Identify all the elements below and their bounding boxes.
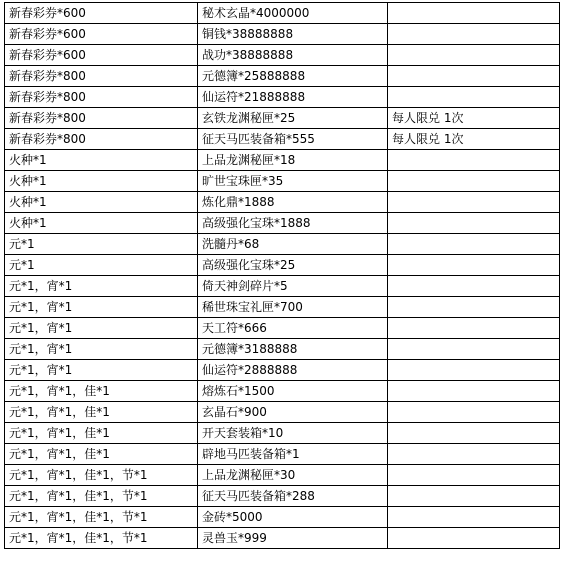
cost-cell: 新春彩券*800: [5, 66, 198, 87]
limit-note-cell: [388, 276, 560, 297]
exchange-table: [4, 2, 560, 549]
cost-cell: 火种*1: [5, 192, 198, 213]
reward-cell: 炼化鼎*1888: [198, 192, 388, 213]
table-row: [5, 360, 560, 381]
limit-note-cell: [388, 3, 560, 24]
reward-cell: 元德簿*3188888: [198, 339, 388, 360]
table-row: [5, 276, 560, 297]
limit-note-cell: [388, 297, 560, 318]
limit-note-cell: [388, 150, 560, 171]
cost-cell: 元*1，宵*1，佳*1，节*1: [5, 528, 198, 549]
cost-cell: 元*1，宵*1，佳*1，节*1: [5, 486, 198, 507]
cost-cell: 元*1，宵*1，佳*1: [5, 444, 198, 465]
cost-cell: 火种*1: [5, 171, 198, 192]
limit-note-cell: 每人限兑 1次: [388, 129, 560, 150]
cost-cell: 火种*1: [5, 213, 198, 234]
limit-note-cell: [388, 423, 560, 444]
exchange-table-body: [5, 3, 560, 549]
table-row: [5, 339, 560, 360]
limit-note-cell: [388, 171, 560, 192]
reward-cell: 仙运符*2888888: [198, 360, 388, 381]
table-row: [5, 255, 560, 276]
limit-note-cell: [388, 360, 560, 381]
table-row: [5, 213, 560, 234]
limit-note-cell: [388, 66, 560, 87]
table-row: [5, 45, 560, 66]
reward-cell: 高级强化宝珠*25: [198, 255, 388, 276]
table-row: [5, 318, 560, 339]
reward-cell: 高级强化宝珠*1888: [198, 213, 388, 234]
reward-cell: 稀世珠宝礼匣*700: [198, 297, 388, 318]
table-row: [5, 108, 560, 129]
reward-cell: 征天马匹装备箱*288: [198, 486, 388, 507]
cost-cell: 元*1，宵*1: [5, 360, 198, 381]
cost-cell: 元*1: [5, 255, 198, 276]
limit-note-cell: [388, 255, 560, 276]
cost-cell: 元*1，宵*1，佳*1: [5, 423, 198, 444]
reward-cell: 仙运符*21888888: [198, 87, 388, 108]
cost-cell: 元*1，宵*1: [5, 276, 198, 297]
table-row: [5, 402, 560, 423]
cost-cell: 元*1，宵*1，佳*1，节*1: [5, 465, 198, 486]
reward-cell: 元德簿*25888888: [198, 66, 388, 87]
limit-note-cell: [388, 444, 560, 465]
limit-note-cell: [388, 381, 560, 402]
table-row: [5, 444, 560, 465]
limit-note-cell: [388, 465, 560, 486]
cost-cell: 火种*1: [5, 150, 198, 171]
table-row: [5, 171, 560, 192]
limit-note-cell: 每人限兑 1次: [388, 108, 560, 129]
table-row: [5, 423, 560, 444]
limit-note-cell: [388, 24, 560, 45]
cost-cell: 元*1，宵*1: [5, 318, 198, 339]
cost-cell: 新春彩券*600: [5, 24, 198, 45]
table-row: [5, 3, 560, 24]
limit-note-cell: [388, 486, 560, 507]
reward-cell: 旷世宝珠匣*35: [198, 171, 388, 192]
reward-cell: 上品龙渊秘匣*18: [198, 150, 388, 171]
cost-cell: 新春彩券*800: [5, 129, 198, 150]
cost-cell: 元*1，宵*1: [5, 339, 198, 360]
reward-cell: 征天马匹装备箱*555: [198, 129, 388, 150]
cost-cell: 元*1，宵*1，佳*1，节*1: [5, 507, 198, 528]
reward-cell: 天工符*666: [198, 318, 388, 339]
reward-cell: 铜钱*38888888: [198, 24, 388, 45]
table-row: [5, 150, 560, 171]
limit-note-cell: [388, 45, 560, 66]
reward-cell: 上品龙渊秘匣*30: [198, 465, 388, 486]
cost-cell: 元*1: [5, 234, 198, 255]
limit-note-cell: [388, 192, 560, 213]
limit-note-cell: [388, 528, 560, 549]
table-row: [5, 66, 560, 87]
limit-note-cell: [388, 402, 560, 423]
reward-cell: 倚天神剑碎片*5: [198, 276, 388, 297]
table-row: [5, 528, 560, 549]
reward-cell: 洗髓丹*68: [198, 234, 388, 255]
reward-cell: 战功*38888888: [198, 45, 388, 66]
table-row: [5, 87, 560, 108]
table-row: [5, 486, 560, 507]
cost-cell: 新春彩券*800: [5, 87, 198, 108]
table-row: [5, 192, 560, 213]
limit-note-cell: [388, 339, 560, 360]
reward-cell: 熔炼石*1500: [198, 381, 388, 402]
limit-note-cell: [388, 87, 560, 108]
table-row: [5, 234, 560, 255]
reward-cell: 玄铁龙渊秘匣*25: [198, 108, 388, 129]
cost-cell: 新春彩券*600: [5, 3, 198, 24]
limit-note-cell: [388, 318, 560, 339]
cost-cell: 新春彩券*600: [5, 45, 198, 66]
table-row: [5, 129, 560, 150]
cost-cell: 元*1，宵*1，佳*1: [5, 402, 198, 423]
limit-note-cell: [388, 507, 560, 528]
table-row: [5, 465, 560, 486]
table-row: [5, 24, 560, 45]
table-row: [5, 381, 560, 402]
reward-cell: 开天套装箱*10: [198, 423, 388, 444]
reward-cell: 灵兽玉*999: [198, 528, 388, 549]
reward-cell: 秘术玄晶*4000000: [198, 3, 388, 24]
cost-cell: 元*1，宵*1: [5, 297, 198, 318]
reward-cell: 金砖*5000: [198, 507, 388, 528]
table-row: [5, 507, 560, 528]
limit-note-cell: [388, 213, 560, 234]
reward-cell: 玄晶石*900: [198, 402, 388, 423]
cost-cell: 元*1，宵*1，佳*1: [5, 381, 198, 402]
limit-note-cell: [388, 234, 560, 255]
cost-cell: 新春彩券*800: [5, 108, 198, 129]
reward-cell: 辟地马匹装备箱*1: [198, 444, 388, 465]
table-row: [5, 297, 560, 318]
